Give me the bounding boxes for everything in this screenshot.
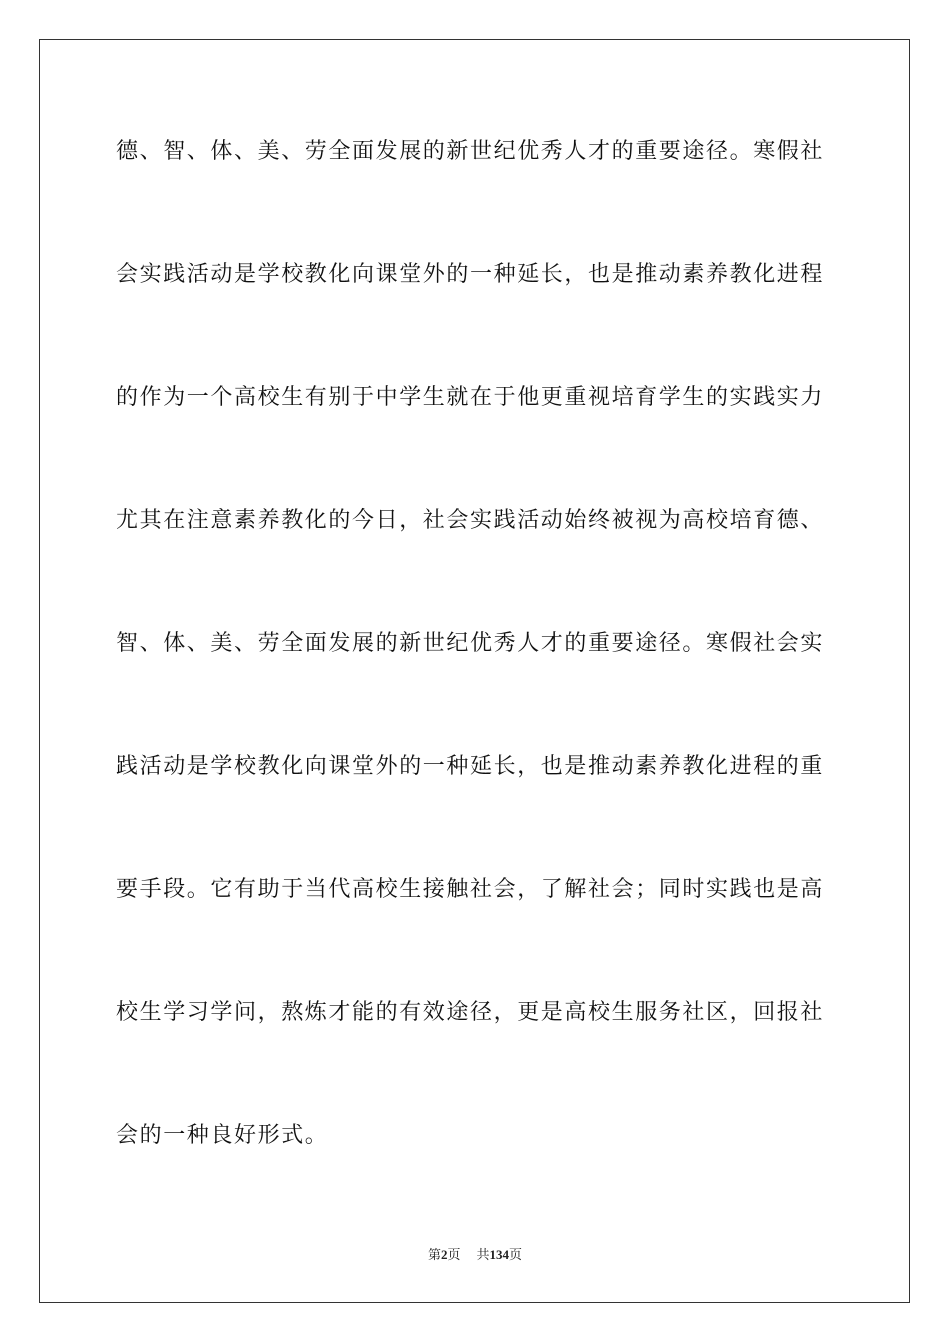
paragraph-line: 德、智、体、美、劳全面发展的新世纪优秀人才的重要途径。寒假社 (116, 139, 825, 164)
paragraph-line: 要手段。它有助于当代高校生接触社会，了解社会；同时实践也是高 (116, 877, 825, 902)
page-footer (0, 1244, 950, 1263)
page-number: 2 (440, 1247, 448, 1262)
paragraph-line: 的作为一个高校生有别于中学生就在于他更重视培育学生的实践实力 (116, 385, 825, 410)
total-label-suffix: 页 (509, 1247, 523, 1262)
paragraph-line: 尤其在注意素养教化的今日，社会实践活动始终被视为高校培育德、 (116, 508, 825, 533)
paragraph-line: 智、体、美、劳全面发展的新世纪优秀人才的重要途径。寒假社会实 (116, 631, 825, 656)
total-pages: 134 (489, 1247, 510, 1262)
page-label-suffix: 页 (447, 1247, 461, 1262)
paragraph-line: 校生学习学问，熬炼才能的有效途径，更是高校生服务社区，回报社 (116, 1000, 825, 1025)
paragraph-line: 会实践活动是学校教化向课堂外的一种延长，也是推动素养教化进程 (116, 262, 825, 287)
total-label-prefix: 共 (476, 1247, 490, 1262)
document-body (116, 126, 836, 1233)
paragraph-line: 践活动是学校教化向课堂外的一种延长，也是推动素养教化进程的重 (116, 754, 825, 779)
page-label-prefix: 第 (427, 1247, 441, 1262)
paragraph-line: 会的一种良好形式。 (116, 1123, 329, 1148)
